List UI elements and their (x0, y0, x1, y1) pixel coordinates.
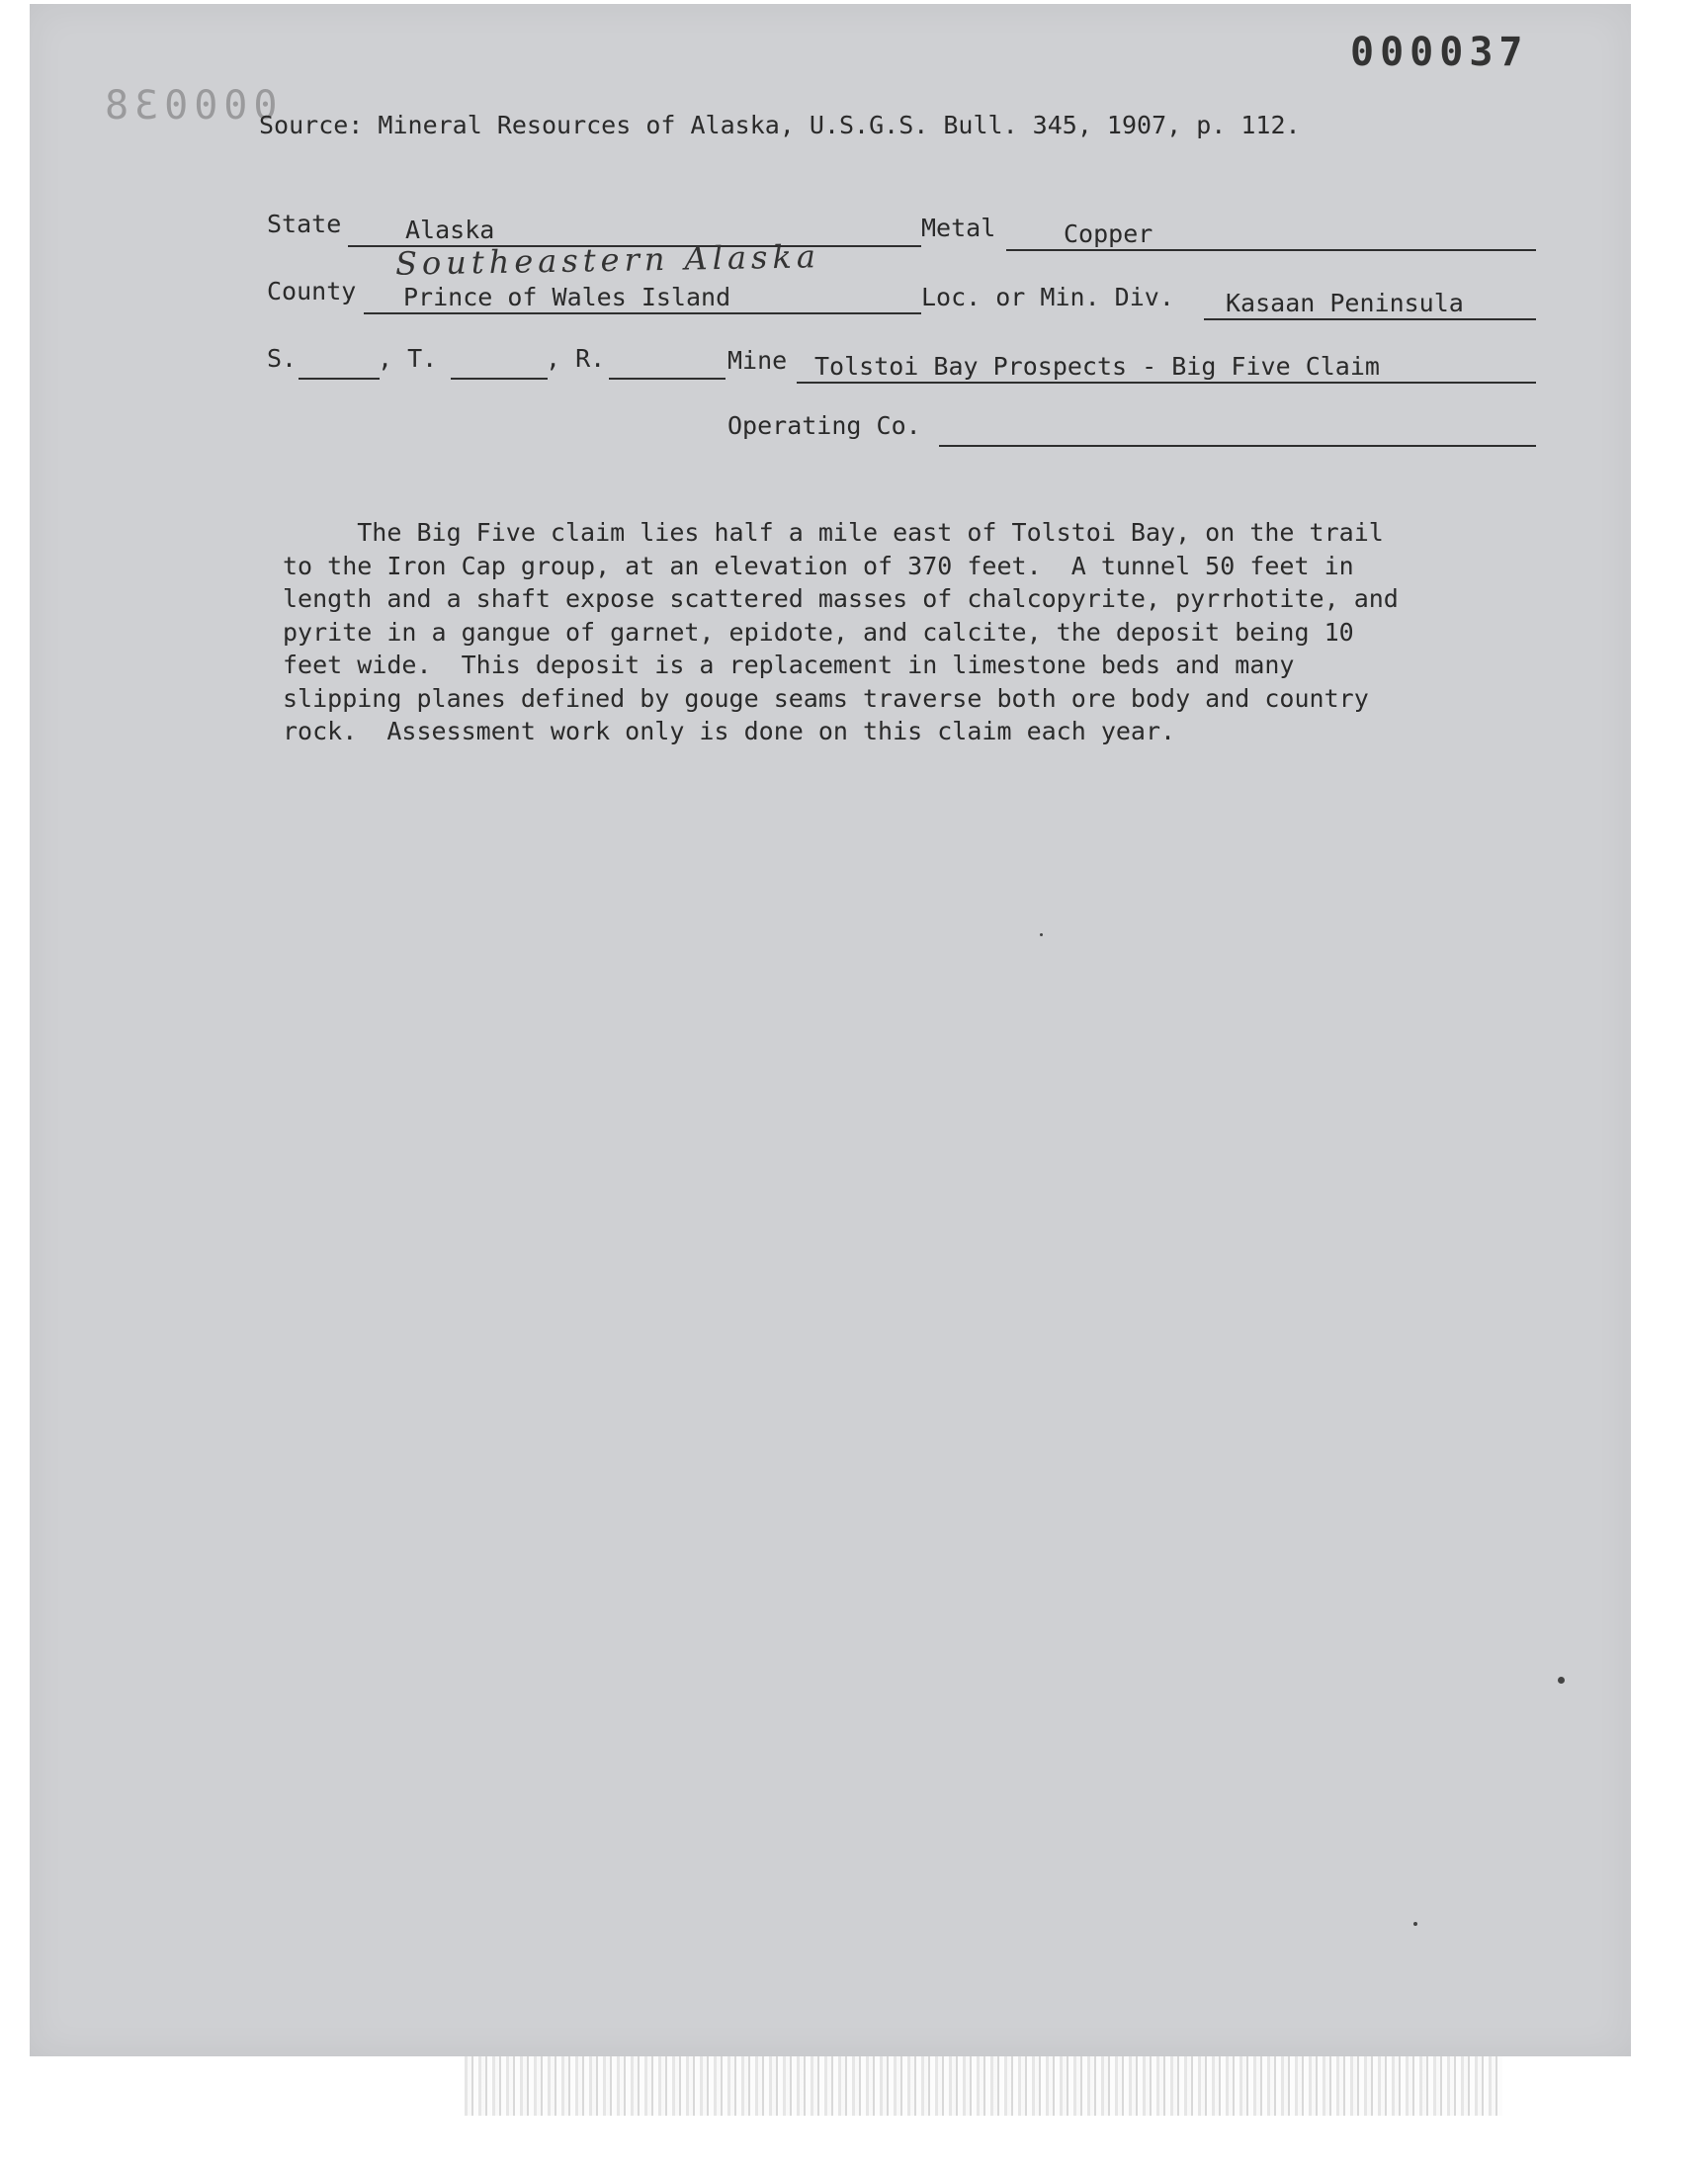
metal-label: Metal (921, 214, 996, 242)
section-field-line (299, 378, 380, 380)
scan-speck (1413, 1922, 1417, 1926)
range-field-line (609, 378, 726, 380)
operating-co-label: Operating Co. (727, 411, 921, 440)
state-value: Alaska (405, 216, 495, 244)
document-page (30, 4, 1631, 2056)
handwritten-region-note: Southeastern Alaska (394, 237, 821, 283)
description-paragraph: The Big Five claim lies half a mile east of Tolstoi Bay, on the trail to the Iron Cap group, at an elevation of 370 feet. A tunnel 50 feet in length and a shaft expose scattered masses of chalcopyrite, pyrrhotite, and pyrite in a gangue of garnet, epidote, and calcite, the deposit being 10 feet wide. This deposit is a replacement in limestone beds and many slipping planes defined by gouge seams traverse both ore body and country rock. Assessment work only is done on this claim each year. (283, 518, 1399, 745)
section-label: S. (267, 344, 298, 373)
loc-label: Loc. or Min. Div. (921, 283, 1174, 311)
county-field-line (364, 312, 921, 314)
mine-value: Tolstoi Bay Prospects - Big Five Claim (814, 352, 1380, 381)
scan-speck (1040, 933, 1043, 936)
source-citation: Source: Mineral Resources of Alaska, U.S.G.S. Bull. 345, 1907, p. 112. (259, 111, 1301, 139)
scan-speck (1558, 1677, 1565, 1684)
county-label: County (267, 277, 357, 305)
range-label: , R. (546, 344, 606, 373)
township-field-line (451, 378, 548, 380)
loc-field-line (1204, 318, 1536, 320)
county-value: Prince of Wales Island (403, 283, 731, 311)
scan-artifact-strip (465, 2056, 1502, 2116)
loc-value: Kasaan Peninsula (1226, 289, 1464, 317)
document-number: 000037 (1350, 30, 1529, 75)
metal-field-line (1006, 249, 1536, 251)
operating-co-field-line (939, 445, 1536, 447)
township-label: , T. (378, 344, 438, 373)
mine-label: Mine (727, 346, 788, 375)
mine-field-line (797, 382, 1536, 384)
metal-value: Copper (1064, 219, 1153, 248)
bleedthrough-number: 000038 (99, 83, 278, 129)
state-label: State (267, 210, 342, 238)
